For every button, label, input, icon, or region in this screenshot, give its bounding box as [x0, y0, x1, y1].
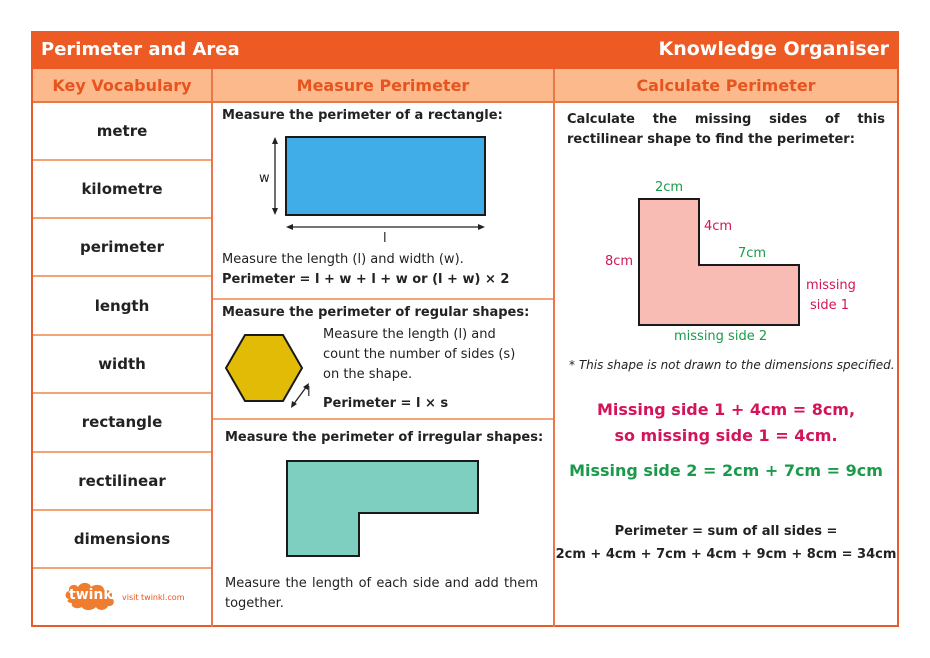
- vocab-item: rectangle: [81, 413, 163, 431]
- equation-1a: Missing side 1 + 4cm = 8cm,: [596, 400, 856, 419]
- vocab-item: metre: [96, 122, 148, 140]
- label-8cm: 8cm: [605, 254, 634, 269]
- equation-1b: so missing side 1 = 4cm.: [614, 426, 838, 445]
- page-subtitle: Knowledge Organiser: [658, 38, 889, 60]
- vocab-item: dimensions: [73, 530, 171, 548]
- column-header-vocab: Key Vocabulary: [33, 69, 211, 102]
- side-arrow: [293, 386, 307, 405]
- row-divider: [33, 334, 211, 336]
- regular-heading: Measure the perimeter of regular shapes:: [222, 305, 530, 320]
- twinkl-logo-text: twinkl: [69, 587, 118, 603]
- length-label: l: [383, 231, 387, 246]
- row-divider: [33, 275, 211, 277]
- section-divider: [213, 298, 553, 300]
- column-header-measure: Measure Perimeter: [213, 69, 553, 102]
- calculate-intro: Calculate the missing sides of this rectilinear shape to find the perimeter:: [567, 112, 885, 147]
- scale-note: * This shape is not drawn to the dimensions specified.: [569, 358, 895, 372]
- label-4cm: 4cm: [704, 219, 733, 234]
- row-divider: [33, 392, 211, 394]
- label-missing-side-1b: side 1: [810, 298, 850, 313]
- twinkl-link[interactable]: visit twinkl.com: [122, 593, 185, 602]
- vocab-item: width: [98, 355, 146, 373]
- row-divider: [33, 451, 211, 453]
- irregular-heading: Measure the perimeter of irregular shapes:: [225, 430, 544, 445]
- irregular-instruction: Measure the length of each side and add them together.: [225, 576, 538, 611]
- vocab-item: length: [94, 297, 150, 315]
- irregular-shape: [287, 461, 478, 556]
- perimeter-sum-line2: 2cm + 4cm + 7cm + 4cm + 9cm + 8cm = 34cm: [555, 547, 897, 562]
- rectangle-instruction: Measure the length (l) and width (w).: [222, 252, 464, 267]
- hexagon-side-label: l: [307, 385, 311, 400]
- regular-formula: Perimeter = l × s: [323, 396, 449, 411]
- irregular-diagram: [213, 450, 553, 565]
- vocab-item: kilometre: [81, 180, 163, 198]
- row-divider: [33, 509, 211, 511]
- label-missing-side-2: missing side 2: [674, 329, 768, 344]
- column-header-calculate: Calculate Perimeter: [555, 69, 897, 102]
- hexagon-shape: [226, 335, 302, 401]
- row-divider: [33, 567, 211, 569]
- page-title: Perimeter and Area: [41, 39, 240, 60]
- vocab-item: rectilinear: [78, 472, 166, 490]
- equation-2: Missing side 2 = 2cm + 7cm = 9cm: [569, 461, 883, 480]
- perimeter-sum-line1: Perimeter = sum of all sides =: [614, 524, 838, 539]
- vocab-item: perimeter: [80, 238, 164, 256]
- rectangle-shape: [286, 137, 485, 215]
- width-label: w: [259, 171, 270, 186]
- label-7cm: 7cm: [738, 246, 767, 261]
- row-divider: [33, 159, 211, 161]
- rectangle-heading: Measure the perimeter of a rectangle:: [222, 108, 503, 123]
- label-2cm: 2cm: [655, 180, 684, 195]
- row-divider: [33, 217, 211, 219]
- header-divider: [33, 101, 897, 103]
- regular-instruction: Measure the length (l) and count the number of sides (s) on the shape.: [323, 327, 516, 382]
- rectangle-formula: Perimeter = l + w + l + w or (l + w) × 2: [222, 272, 510, 287]
- label-missing-side-1a: missing: [806, 278, 856, 293]
- column-divider: [553, 69, 555, 627]
- twinkl-logo[interactable]: [63, 579, 123, 613]
- section-divider: [213, 418, 553, 420]
